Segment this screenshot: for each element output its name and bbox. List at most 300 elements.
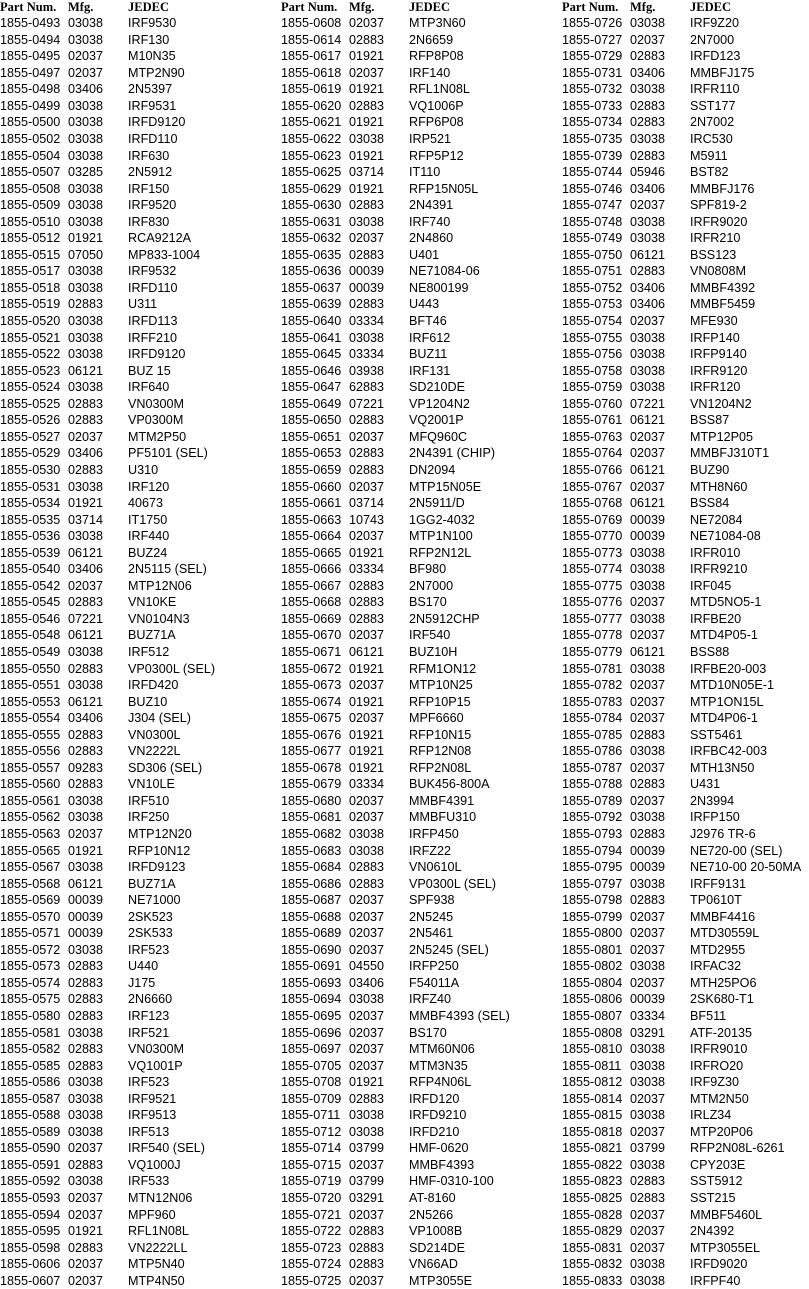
jedec-number: VN66AD — [409, 1257, 458, 1272]
table-row — [562, 1025, 809, 1042]
jedec-number: IRFAC32 — [690, 959, 742, 974]
jedec-number: 2N5461 — [409, 926, 454, 941]
table-row — [562, 826, 809, 843]
part-number: 1855-0822 — [562, 1157, 623, 1172]
part-number: 1855-0785 — [562, 727, 623, 742]
table-row — [0, 313, 250, 330]
part-number: 1855-0651 — [281, 429, 342, 444]
table-row — [281, 445, 531, 462]
table-row — [562, 1124, 809, 1141]
table-row — [562, 131, 809, 148]
part-number: 1855-0525 — [0, 396, 61, 411]
table-row — [562, 164, 809, 181]
manufacturer-code: 02883 — [68, 744, 104, 759]
manufacturer-code: 03714 — [349, 165, 385, 180]
jedec-number: MMBF4391 — [409, 793, 475, 808]
table-row — [0, 65, 250, 82]
jedec-number: IRF440 — [128, 529, 170, 544]
table-row — [281, 743, 531, 760]
jedec-number: IRFZ40 — [409, 992, 451, 1007]
manufacturer-code: 00039 — [630, 860, 666, 875]
table-row — [281, 214, 531, 231]
table-row — [0, 81, 250, 98]
jedec-number: MPF6660 — [409, 711, 464, 726]
parts-column-1 — [0, 0, 250, 1289]
jedec-number: IRF533 — [128, 1174, 170, 1189]
manufacturer-code: 06121 — [630, 247, 666, 262]
table-row — [562, 776, 809, 793]
jedec-number: MFQ960C — [409, 429, 468, 444]
manufacturer-code: 03038 — [68, 198, 104, 213]
part-number: 1855-0722 — [281, 1224, 342, 1239]
part-number: 1855-0676 — [281, 727, 342, 742]
jedec-number: 2N5912CHP — [409, 611, 480, 626]
jedec-number: VN0300M — [128, 396, 185, 411]
jedec-number: IRFD123 — [690, 49, 741, 64]
manufacturer-code: 02037 — [68, 429, 104, 444]
table-row — [0, 644, 250, 661]
manufacturer-code: 07221 — [630, 396, 666, 411]
part-number: 1855-0690 — [281, 942, 342, 957]
part-number: 1855-0509 — [0, 198, 61, 213]
table-row — [562, 1041, 809, 1058]
manufacturer-code: 00039 — [630, 843, 666, 858]
table-row — [0, 15, 250, 32]
manufacturer-code: 09283 — [68, 760, 104, 775]
part-number: 1855-0555 — [0, 727, 61, 742]
part-number: 1855-0815 — [562, 1108, 623, 1123]
part-number: 1855-0681 — [281, 810, 342, 825]
jedec-number: MTP3N60 — [409, 16, 466, 31]
table-row — [281, 15, 531, 32]
manufacturer-code: 06121 — [68, 363, 104, 378]
part-number: 1855-0682 — [281, 826, 342, 841]
manufacturer-code: 03038 — [68, 1075, 104, 1090]
manufacturer-code: 04550 — [349, 959, 385, 974]
table-row — [0, 164, 250, 181]
manufacturer-code: 03038 — [68, 529, 104, 544]
manufacturer-code: 03799 — [630, 1141, 666, 1156]
manufacturer-code: 02883 — [68, 727, 104, 742]
manufacturer-code: 03038 — [630, 744, 666, 759]
table-row — [562, 1240, 809, 1257]
table-row — [281, 561, 531, 578]
jedec-number: MTH8N60 — [690, 479, 748, 494]
jedec-number: ATF-20135 — [690, 1025, 753, 1040]
jedec-number: BF980 — [409, 562, 447, 577]
part-number: 1855-0531 — [0, 479, 61, 494]
manufacturer-code: 02037 — [630, 1224, 666, 1239]
part-number: 1855-0823 — [562, 1174, 623, 1189]
manufacturer-code: 06121 — [630, 462, 666, 477]
manufacturer-code: 02883 — [68, 661, 104, 676]
part-number: 1855-0828 — [562, 1207, 623, 1222]
table-row — [281, 1223, 531, 1240]
table-row — [0, 1074, 250, 1091]
table-row — [0, 793, 250, 810]
jedec-number: BF511 — [690, 1009, 727, 1023]
manufacturer-code: 02037 — [630, 595, 666, 610]
jedec-number: BSS123 — [690, 247, 737, 262]
manufacturer-code: 02037 — [630, 711, 666, 726]
jedec-number: RFL1N08L — [128, 1224, 189, 1239]
table-row — [562, 611, 809, 628]
jedec-number: MTH13N50 — [690, 760, 755, 775]
table-row — [0, 363, 250, 380]
part-number: 1855-0801 — [562, 942, 623, 957]
table-row — [281, 1190, 531, 1207]
manufacturer-code: 03038 — [68, 479, 104, 494]
manufacturer-code: 03038 — [630, 562, 666, 577]
manufacturer-code: 02883 — [630, 264, 666, 279]
table-row — [562, 296, 809, 313]
manufacturer-code: 03038 — [68, 115, 104, 130]
table-row — [0, 98, 250, 115]
table-row — [281, 876, 531, 893]
table-row — [562, 578, 809, 595]
table-row — [0, 1140, 250, 1157]
table-row — [281, 793, 531, 810]
table-row — [0, 346, 250, 363]
jedec-number: SPF938 — [409, 893, 455, 908]
part-number: 1855-0709 — [281, 1091, 342, 1106]
manufacturer-code: 03038 — [68, 98, 104, 113]
manufacturer-code: 02883 — [349, 578, 385, 593]
part-number: 1855-0587 — [0, 1091, 61, 1106]
jedec-number: MTD30559L — [690, 926, 760, 941]
jedec-number: 2SK680-T1 — [690, 992, 754, 1007]
manufacturer-code: 02037 — [349, 1042, 385, 1057]
manufacturer-code: 03406 — [68, 562, 104, 577]
manufacturer-code: 03038 — [68, 942, 104, 957]
jedec-number: IRFP250 — [409, 959, 459, 974]
manufacturer-code: 01921 — [349, 1075, 385, 1090]
jedec-number: NE71000 — [128, 893, 181, 908]
manufacturer-code: 62883 — [349, 380, 385, 395]
part-number: 1855-0731 — [562, 65, 623, 80]
header-part-num: Part Num. — [0, 0, 57, 14]
jedec-number: J2976 TR-6 — [690, 826, 756, 841]
table-row — [562, 396, 809, 413]
manufacturer-code: 00039 — [349, 264, 385, 279]
jedec-number: HMF-0620 — [409, 1141, 469, 1156]
part-number: 1855-0802 — [562, 959, 623, 974]
jedec-number: SST177 — [690, 98, 736, 113]
manufacturer-code: 03291 — [349, 1191, 385, 1206]
manufacturer-code: 07050 — [68, 247, 104, 262]
jedec-number: VN0808M — [690, 264, 747, 279]
manufacturer-code: 01921 — [349, 82, 385, 97]
table-row — [0, 677, 250, 694]
table-row — [0, 296, 250, 313]
manufacturer-code: 02037 — [630, 198, 666, 213]
table-row — [562, 81, 809, 98]
table-row — [562, 1107, 809, 1124]
table-row — [562, 561, 809, 578]
jedec-number: MTM60N06 — [409, 1042, 475, 1057]
table-row — [0, 1058, 250, 1075]
jedec-number: U431 — [690, 777, 721, 792]
table-row — [281, 412, 531, 429]
manufacturer-code: 03038 — [630, 1257, 666, 1272]
manufacturer-code: 03038 — [68, 148, 104, 163]
table-row — [281, 181, 531, 198]
manufacturer-code: 02037 — [349, 678, 385, 693]
part-number: 1855-0753 — [562, 297, 623, 312]
manufacturer-code: 03038 — [349, 826, 385, 841]
part-number: 1855-0770 — [562, 529, 623, 544]
table-row — [281, 1091, 531, 1108]
jedec-number: IRFBE20 — [690, 611, 742, 626]
manufacturer-code: 02883 — [630, 115, 666, 130]
jedec-number: VP0300M — [128, 413, 184, 428]
part-number: 1855-0575 — [0, 992, 61, 1007]
manufacturer-code: 02883 — [349, 247, 385, 262]
jedec-number: MMBFJ175 — [690, 65, 755, 80]
jedec-number: 2N6659 — [409, 32, 454, 47]
table-row — [281, 1273, 531, 1289]
part-number: 1855-0683 — [281, 843, 342, 858]
table-row — [281, 776, 531, 793]
manufacturer-code: 03038 — [630, 959, 666, 974]
jedec-number: MTP3055EL — [690, 1240, 761, 1255]
header-jedec: JEDEC — [690, 0, 731, 14]
manufacturer-code: 02037 — [630, 678, 666, 693]
table-row — [281, 98, 531, 115]
jedec-number: IRFRO20 — [690, 1058, 744, 1073]
table-row — [281, 611, 531, 628]
part-number: 1855-0574 — [0, 975, 61, 990]
part-number: 1855-0812 — [562, 1075, 623, 1090]
part-number: 1855-0556 — [0, 744, 61, 759]
jedec-number: BUZ10H — [409, 644, 458, 659]
table-row — [281, 1074, 531, 1091]
part-number: 1855-0786 — [562, 744, 623, 759]
part-number: 1855-0493 — [0, 16, 61, 31]
manufacturer-code: 03038 — [68, 644, 104, 659]
jedec-number: 2N6660 — [128, 992, 173, 1007]
part-number: 1855-0754 — [562, 314, 623, 329]
manufacturer-code: 02037 — [630, 926, 666, 941]
jedec-number: 2N3994 — [690, 793, 735, 808]
manufacturer-code: 02883 — [630, 826, 666, 841]
table-row — [562, 925, 809, 942]
jedec-number: IRF9520 — [128, 198, 177, 213]
table-row — [0, 479, 250, 496]
table-row — [0, 578, 250, 595]
table-row — [281, 247, 531, 264]
manufacturer-code: 03038 — [68, 181, 104, 196]
part-number: 1855-0832 — [562, 1257, 623, 1272]
manufacturer-code: 03038 — [68, 1124, 104, 1139]
jedec-number: MTP12N06 — [128, 578, 192, 593]
table-row — [0, 181, 250, 198]
part-number: 1855-0507 — [0, 165, 61, 180]
table-row — [281, 694, 531, 711]
manufacturer-code: 02883 — [68, 1058, 104, 1073]
table-row — [562, 247, 809, 264]
table-row — [0, 1124, 250, 1141]
table-row — [0, 445, 250, 462]
table-row — [0, 942, 250, 959]
jedec-number: IRFD210 — [409, 1124, 460, 1139]
part-number: 1855-0524 — [0, 380, 61, 395]
manufacturer-code: 02037 — [349, 231, 385, 246]
part-number: 1855-0526 — [0, 413, 61, 428]
jedec-number: DN2094 — [409, 462, 456, 477]
part-number: 1855-0546 — [0, 611, 61, 626]
jedec-number: NE71084-06 — [409, 264, 480, 279]
manufacturer-code: 02037 — [630, 628, 666, 643]
table-row — [281, 512, 531, 529]
manufacturer-code: 02037 — [630, 446, 666, 461]
part-number: 1855-0806 — [562, 992, 623, 1007]
manufacturer-code: 01921 — [349, 181, 385, 196]
part-number: 1855-0714 — [281, 1141, 342, 1156]
manufacturer-code: 03038 — [630, 132, 666, 147]
jedec-number: MTD2955 — [690, 942, 746, 957]
part-number: 1855-0810 — [562, 1042, 623, 1057]
part-number: 1855-0764 — [562, 446, 623, 461]
jedec-number: BUZ71A — [128, 628, 176, 643]
part-number: 1855-0659 — [281, 462, 342, 477]
jedec-number: SST5912 — [690, 1174, 743, 1189]
jedec-number: IRF630 — [128, 148, 170, 163]
jedec-number: MFE930 — [690, 314, 738, 329]
table-row — [281, 495, 531, 512]
manufacturer-code: 02037 — [349, 1273, 385, 1288]
manufacturer-code: 00039 — [349, 280, 385, 295]
manufacturer-code: 03334 — [349, 314, 385, 329]
part-number: 1855-0727 — [562, 32, 623, 47]
jedec-number: MTP5N40 — [128, 1257, 185, 1272]
table-row — [0, 1273, 250, 1289]
jedec-number: IRFR210 — [690, 231, 741, 246]
jedec-number: IRFP450 — [409, 826, 459, 841]
part-number: 1855-0497 — [0, 65, 61, 80]
part-number: 1855-0548 — [0, 628, 61, 643]
manufacturer-code: 02037 — [349, 529, 385, 544]
manufacturer-code: 02037 — [630, 694, 666, 709]
part-number: 1855-0793 — [562, 826, 623, 841]
jedec-number: SD214DE — [409, 1240, 466, 1255]
part-number: 1855-0673 — [281, 678, 342, 693]
table-row — [281, 578, 531, 595]
part-number: 1855-0630 — [281, 198, 342, 213]
manufacturer-code: 02037 — [349, 628, 385, 643]
jedec-number: IRFR9210 — [690, 562, 748, 577]
jedec-number: IRFD120 — [409, 1091, 460, 1106]
part-number: 1855-0595 — [0, 1224, 61, 1239]
table-row — [562, 479, 809, 496]
part-number: 1855-0536 — [0, 529, 61, 544]
table-row — [562, 379, 809, 396]
jedec-number: 2N5397 — [128, 82, 173, 97]
part-number: 1855-0811 — [562, 1058, 622, 1073]
part-number: 1855-0635 — [281, 247, 342, 262]
manufacturer-code: 03038 — [349, 1124, 385, 1139]
jedec-number: MTH25PO6 — [690, 975, 757, 990]
manufacturer-code: 02883 — [349, 198, 385, 213]
part-number: 1855-0557 — [0, 760, 61, 775]
table-row — [281, 296, 531, 313]
table-row — [0, 330, 250, 347]
part-number: 1855-0799 — [562, 909, 623, 924]
part-number: 1855-0798 — [562, 893, 623, 908]
jedec-number: MTD4P05-1 — [690, 628, 758, 643]
part-number: 1855-0687 — [281, 893, 342, 908]
jedec-number: IRF9531 — [128, 98, 177, 113]
jedec-number: VP1204N2 — [409, 396, 470, 411]
table-row — [562, 694, 809, 711]
jedec-number: RFP2N08L-6261 — [690, 1141, 785, 1156]
table-row — [562, 876, 809, 893]
manufacturer-code: 03334 — [349, 562, 385, 577]
part-number: 1855-0500 — [0, 115, 61, 130]
manufacturer-code: 02037 — [349, 479, 385, 494]
table-row — [562, 1140, 809, 1157]
part-number: 1855-0721 — [281, 1207, 342, 1222]
jedec-number: 2SK523 — [128, 909, 173, 924]
manufacturer-code: 02037 — [349, 65, 385, 80]
part-number: 1855-0535 — [0, 512, 61, 527]
manufacturer-code: 01921 — [68, 1224, 104, 1239]
table-row — [0, 1223, 250, 1240]
manufacturer-code: 10743 — [349, 512, 385, 527]
table-row — [0, 1207, 250, 1224]
table-row — [0, 528, 250, 545]
column-header — [281, 0, 531, 15]
part-number: 1855-0678 — [281, 760, 342, 775]
jedec-number: NE710-00 20-50MA — [690, 860, 802, 875]
table-row — [562, 280, 809, 297]
jedec-number: IRF510 — [128, 793, 170, 808]
table-row — [281, 230, 531, 247]
table-row — [281, 1107, 531, 1124]
table-row — [562, 991, 809, 1008]
jedec-number: VP0300L (SEL) — [409, 876, 497, 891]
table-row — [281, 131, 531, 148]
table-row — [562, 859, 809, 876]
manufacturer-code: 02883 — [349, 1257, 385, 1272]
manufacturer-code: 02037 — [630, 479, 666, 494]
manufacturer-code: 02037 — [349, 926, 385, 941]
part-number: 1855-0641 — [281, 330, 342, 345]
table-row — [562, 528, 809, 545]
manufacturer-code: 03038 — [68, 380, 104, 395]
manufacturer-code: 02037 — [630, 1240, 666, 1255]
jedec-number: 2N5245 — [409, 909, 454, 924]
jedec-number: RFP2N12L — [409, 545, 472, 560]
jedec-number: M10N35 — [128, 49, 176, 64]
table-row — [281, 330, 531, 347]
jedec-number: SD306 (SEL) — [128, 760, 203, 775]
manufacturer-code: 03334 — [349, 347, 385, 362]
jedec-number: 2N7000 — [409, 578, 454, 593]
jedec-number: J175 — [128, 975, 156, 990]
manufacturer-code: 02883 — [349, 462, 385, 477]
table-row — [562, 330, 809, 347]
manufacturer-code: 03334 — [630, 1009, 666, 1023]
jedec-number: IRFF9131 — [690, 876, 746, 891]
table-row — [0, 1190, 250, 1207]
manufacturer-code: 03291 — [630, 1025, 666, 1040]
table-row — [562, 909, 809, 926]
part-number: 1855-0758 — [562, 363, 623, 378]
part-number: 1855-0825 — [562, 1191, 623, 1206]
part-number: 1855-0795 — [562, 860, 623, 875]
manufacturer-code: 00039 — [68, 893, 104, 908]
